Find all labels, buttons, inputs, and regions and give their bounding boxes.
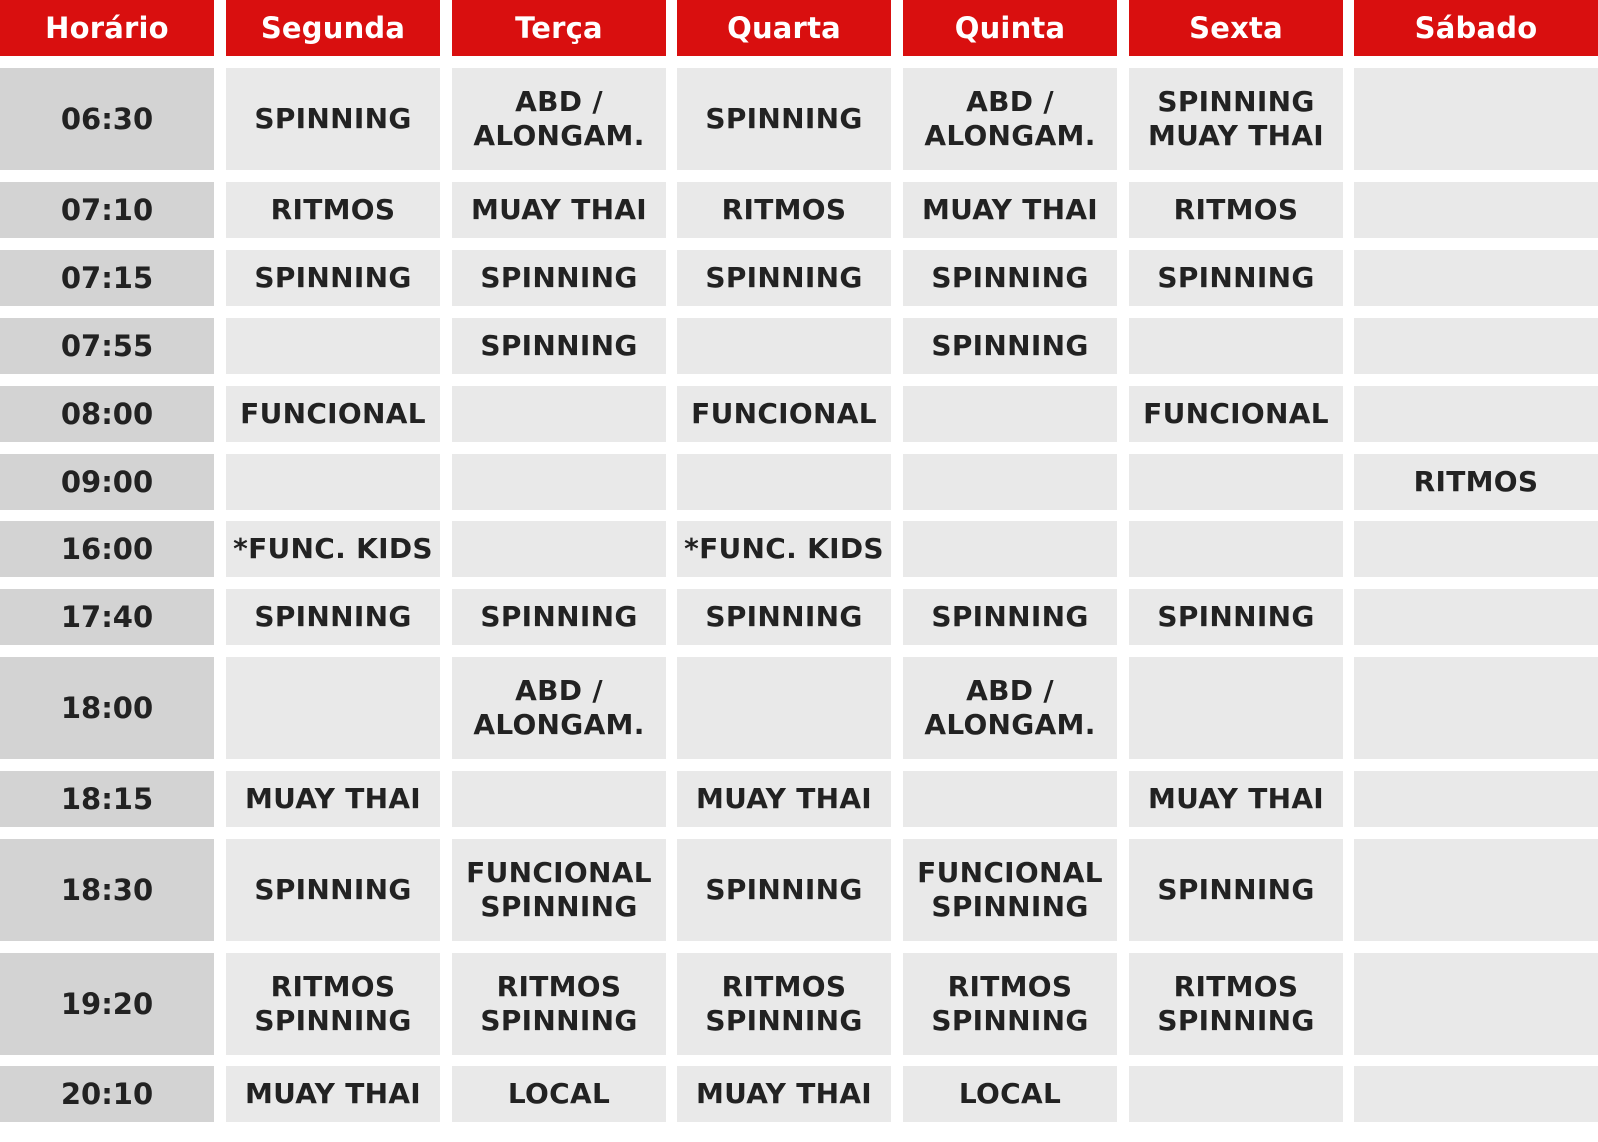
schedule-cell-terca — [452, 318, 666, 374]
class-name: ALONGAM. — [473, 708, 645, 741]
column-header-sexta: Sexta — [1129, 0, 1343, 56]
time-slot: 09:00 — [0, 454, 214, 510]
schedule-cell-segunda — [226, 68, 440, 170]
schedule-cell-sexta — [1129, 771, 1343, 827]
time-slot: 18:30 — [0, 839, 214, 941]
class-name: RITMOS — [496, 970, 622, 1003]
class-name: ALONGAM. — [924, 119, 1096, 152]
class-name: SPINNING — [1157, 85, 1315, 118]
schedule-cell-quinta — [903, 657, 1117, 759]
schedule-cell-terca — [452, 771, 666, 827]
schedule-cell-segunda — [226, 657, 440, 759]
class-name: SPINNING — [931, 890, 1089, 923]
schedule-cell-quinta — [903, 250, 1117, 306]
time-slot: 06:30 — [0, 68, 214, 170]
schedule-cell-segunda — [226, 386, 440, 442]
class-name: SPINNING — [1157, 873, 1315, 906]
column-header-terca: Terça — [452, 0, 666, 56]
time-slot: 08:00 — [0, 386, 214, 442]
class-name: FUNCIONAL — [917, 856, 1103, 889]
schedule-cell-sabado — [1354, 589, 1598, 645]
schedule-cell-quarta — [677, 386, 891, 442]
class-name: FUNCIONAL — [691, 397, 877, 430]
schedule-cell-segunda — [226, 1066, 440, 1122]
class-name: SPINNING — [705, 600, 863, 633]
time-slot: 20:10 — [0, 1066, 214, 1122]
class-name: ALONGAM. — [473, 119, 645, 152]
schedule-cell-quarta — [677, 454, 891, 510]
time-slot: 19:20 — [0, 953, 214, 1055]
class-name: MUAY THAI — [244, 1077, 422, 1110]
schedule-cell-sexta — [1129, 68, 1343, 170]
schedule-cell-sabado — [1354, 182, 1598, 238]
time-slot: 18:00 — [0, 657, 214, 759]
schedule-cell-sexta — [1129, 250, 1343, 306]
schedule-cell-terca — [452, 182, 666, 238]
column-header-quarta: Quarta — [677, 0, 891, 56]
schedule-cell-sexta — [1129, 386, 1343, 442]
class-name: SPINNING — [705, 102, 863, 135]
class-name: SPINNING — [254, 261, 412, 294]
class-name: SPINNING — [254, 102, 412, 135]
schedule-cell-quarta — [677, 657, 891, 759]
column-header-segunda: Segunda — [226, 0, 440, 56]
schedule-cell-terca — [452, 454, 666, 510]
class-name: FUNCIONAL — [466, 856, 652, 889]
schedule-cell-terca — [452, 589, 666, 645]
schedule-cell-sabado — [1354, 771, 1598, 827]
class-name: MUAY THAI — [470, 193, 648, 226]
class-name: RITMOS — [721, 193, 847, 226]
schedule-cell-sexta — [1129, 657, 1343, 759]
class-name: SPINNING — [1157, 261, 1315, 294]
schedule-cell-sexta — [1129, 318, 1343, 374]
class-name: SPINNING — [1157, 600, 1315, 633]
class-name: LOCAL — [958, 1077, 1062, 1110]
schedule-cell-sexta — [1129, 589, 1343, 645]
schedule-cell-terca — [452, 953, 666, 1055]
schedule-cell-sabado — [1354, 68, 1598, 170]
schedule-cell-quarta — [677, 182, 891, 238]
column-header-sabado: Sábado — [1354, 0, 1598, 56]
schedule-cell-terca — [452, 386, 666, 442]
class-name: SPINNING — [705, 873, 863, 906]
schedule-cell-segunda — [226, 953, 440, 1055]
schedule-cell-sabado — [1354, 250, 1598, 306]
schedule-cell-sexta — [1129, 454, 1343, 510]
class-name: SPINNING — [931, 329, 1089, 362]
schedule-cell-quinta — [903, 839, 1117, 941]
class-name: MUAY THAI — [244, 782, 422, 815]
class-name: SPINNING — [931, 261, 1089, 294]
schedule-cell-quinta — [903, 68, 1117, 170]
schedule-cell-terca — [452, 1066, 666, 1122]
schedule-cell-segunda — [226, 521, 440, 577]
class-name: SPINNING — [705, 1004, 863, 1037]
schedule-cell-sabado — [1354, 953, 1598, 1055]
schedule-cell-quinta — [903, 589, 1117, 645]
class-name: SPINNING — [480, 1004, 638, 1037]
schedule-cell-segunda — [226, 182, 440, 238]
schedule-cell-quarta — [677, 521, 891, 577]
schedule-cell-quarta — [677, 68, 891, 170]
schedule-cell-quarta — [677, 1066, 891, 1122]
schedule-cell-terca — [452, 68, 666, 170]
schedule-cell-segunda — [226, 771, 440, 827]
schedule-cell-sabado — [1354, 386, 1598, 442]
class-name: FUNCIONAL — [1143, 397, 1329, 430]
class-name: ABD / — [515, 85, 603, 118]
schedule-cell-quarta — [677, 589, 891, 645]
time-slot: 07:10 — [0, 182, 214, 238]
class-name: MUAY THAI — [1147, 782, 1325, 815]
schedule-cell-sabado — [1354, 454, 1598, 510]
schedule-cell-sexta — [1129, 182, 1343, 238]
class-name: SPINNING — [254, 873, 412, 906]
schedule-cell-sexta — [1129, 953, 1343, 1055]
class-name: SPINNING — [480, 329, 638, 362]
class-name: RITMOS — [947, 970, 1073, 1003]
class-name: *FUNC. KIDS — [684, 532, 884, 565]
class-name: SPINNING — [931, 600, 1089, 633]
schedule-cell-quarta — [677, 318, 891, 374]
schedule-cell-quinta — [903, 771, 1117, 827]
class-name: FUNCIONAL — [240, 397, 426, 430]
schedule-cell-sabado — [1354, 839, 1598, 941]
time-slot: 07:55 — [0, 318, 214, 374]
class-name: RITMOS — [721, 970, 847, 1003]
time-slot: 18:15 — [0, 771, 214, 827]
schedule-cell-sexta — [1129, 1066, 1343, 1122]
schedule-cell-quinta — [903, 318, 1117, 374]
time-slot: 17:40 — [0, 589, 214, 645]
class-name: SPINNING — [705, 261, 863, 294]
column-header-quinta: Quinta — [903, 0, 1117, 56]
class-name: ABD / — [966, 674, 1054, 707]
class-name: RITMOS — [270, 193, 396, 226]
class-name: SPINNING — [931, 1004, 1089, 1037]
schedule-cell-terca — [452, 839, 666, 941]
column-header-horario: Horário — [0, 0, 214, 56]
schedule-cell-terca — [452, 250, 666, 306]
schedule-cell-segunda — [226, 318, 440, 374]
class-name: LOCAL — [507, 1077, 611, 1110]
schedule-cell-quinta — [903, 953, 1117, 1055]
time-slot: 16:00 — [0, 521, 214, 577]
class-name: SPINNING — [254, 600, 412, 633]
schedule-cell-segunda — [226, 839, 440, 941]
class-name: MUAY THAI — [1147, 119, 1325, 152]
schedule-cell-sexta — [1129, 521, 1343, 577]
schedule-cell-quinta — [903, 182, 1117, 238]
schedule-cell-terca — [452, 657, 666, 759]
class-name: SPINNING — [1157, 1004, 1315, 1037]
schedule-cell-sabado — [1354, 318, 1598, 374]
class-name: ABD / — [966, 85, 1054, 118]
class-name: RITMOS — [270, 970, 396, 1003]
class-name: MUAY THAI — [921, 193, 1099, 226]
class-name: ABD / — [515, 674, 603, 707]
class-name: MUAY THAI — [695, 1077, 873, 1110]
schedule-cell-sabado — [1354, 1066, 1598, 1122]
schedule-cell-quarta — [677, 953, 891, 1055]
class-name: *FUNC. KIDS — [233, 532, 433, 565]
class-name: ALONGAM. — [924, 708, 1096, 741]
schedule-cell-quinta — [903, 454, 1117, 510]
schedule-cell-quinta — [903, 521, 1117, 577]
schedule-cell-quarta — [677, 250, 891, 306]
schedule-cell-quarta — [677, 771, 891, 827]
schedule-cell-sabado — [1354, 657, 1598, 759]
schedule-cell-segunda — [226, 250, 440, 306]
schedule-cell-segunda — [226, 589, 440, 645]
class-name: RITMOS — [1173, 970, 1299, 1003]
class-name: SPINNING — [480, 600, 638, 633]
schedule-cell-segunda — [226, 454, 440, 510]
schedule-cell-sabado — [1354, 521, 1598, 577]
class-name: SPINNING — [480, 261, 638, 294]
class-name: MUAY THAI — [695, 782, 873, 815]
class-name: RITMOS — [1413, 465, 1539, 498]
schedule-cell-terca — [452, 521, 666, 577]
schedule-cell-quinta — [903, 386, 1117, 442]
time-slot: 07:15 — [0, 250, 214, 306]
class-name: SPINNING — [480, 890, 638, 923]
schedule-cell-quarta — [677, 839, 891, 941]
schedule-cell-sexta — [1129, 839, 1343, 941]
class-name: RITMOS — [1173, 193, 1299, 226]
schedule-cell-quinta — [903, 1066, 1117, 1122]
class-name: SPINNING — [254, 1004, 412, 1037]
